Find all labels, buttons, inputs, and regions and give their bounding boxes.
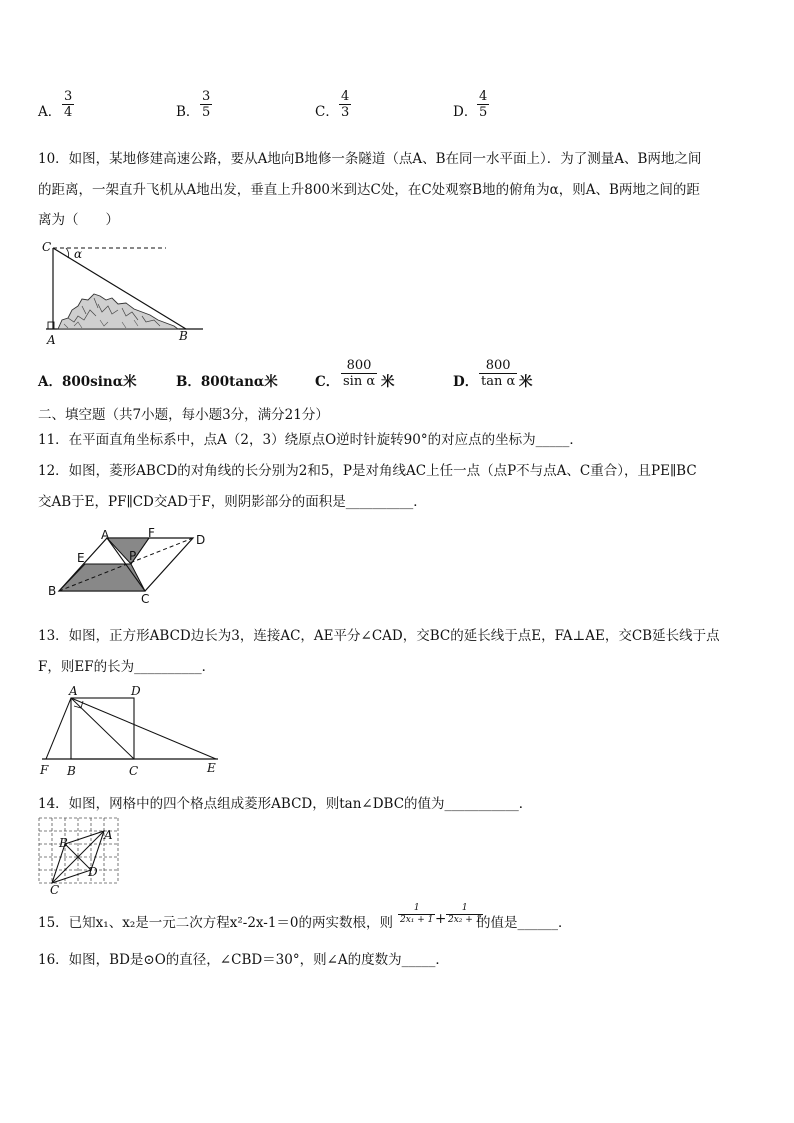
q10-option-d-fraction: 800 tan α xyxy=(481,358,516,389)
question-16: 16．如图，BD是⊙O的直径，∠CBD＝30°，则∠A的度数为_____． xyxy=(38,952,449,968)
q12-figure xyxy=(45,520,215,610)
q14-label-b: B xyxy=(59,836,68,850)
q12-line-1: 12．如图，菱形ABCD的对角线的长分别为2和5，P是对角线AC上任一点（点P不与点A、C重合），且PE∥BC xyxy=(38,463,697,479)
q10-label-a: A xyxy=(47,333,56,347)
q15-fraction-1: 1 2x₁ + 1 xyxy=(400,903,434,925)
q10-line-3: 离为（ ） xyxy=(38,212,119,228)
q10-line-1: 10．如图，某地修建高速公路，要从A地向B地修一条隧道（点A、B在同一水平面上）．为了测量A、B两地之间 xyxy=(38,151,702,167)
q12-label-p: P xyxy=(129,549,137,563)
q13-label-d: D xyxy=(131,684,141,698)
q10-option-b: B．800tanα米 xyxy=(176,374,278,390)
q14-label-d: D xyxy=(88,865,98,879)
q14-line-1: 14．如图，网格中的四个格点组成菱形ABCD，则tan∠DBC的值为___________． xyxy=(38,796,533,812)
q15-suffix: 的值是______． xyxy=(477,915,572,931)
q10-option-d-unit: 米 xyxy=(519,374,533,390)
q12-label-b: B xyxy=(48,584,57,598)
q10-label-alpha: α xyxy=(74,247,83,261)
section-2-heading: 二、填空题（共7小题，每小题3分，满分21分） xyxy=(38,407,329,423)
q15-fraction-2: 1 2x₂ + 1 xyxy=(448,903,482,925)
q13-line-2: F，则EF的长为__________． xyxy=(38,659,216,675)
q9-option-c-label: C． xyxy=(315,104,339,120)
q14-label-c: C xyxy=(50,883,60,897)
q12-label-d: D xyxy=(196,533,206,547)
q9-option-a-fraction: 3 4 xyxy=(64,89,73,120)
question-11: 11．在平面直角坐标系中，点A（2，3）绕原点O逆时针旋转90°的对应点的坐标为_____． xyxy=(38,432,583,448)
q12-line-2: 交AB于E，PF∥CD交AD于F，则阴影部分的面积是__________． xyxy=(38,494,427,510)
q13-label-a: A xyxy=(69,684,78,698)
q13-label-c: C xyxy=(129,764,139,778)
q10-label-c: C xyxy=(42,240,52,254)
q13-label-e: E xyxy=(207,761,216,775)
q9-option-b-label: B． xyxy=(176,104,200,120)
q9-option-d-label: D． xyxy=(453,104,478,120)
q12-label-c: C xyxy=(141,592,150,606)
q10-option-c-unit: 米 xyxy=(381,374,395,390)
q9-option-b-fraction: 3 5 xyxy=(202,89,211,120)
q10-option-a: A．800sinα米 xyxy=(38,374,137,390)
q10-option-c-label: C． xyxy=(315,374,340,390)
q9-option-d-fraction: 4 5 xyxy=(479,89,488,120)
q14-label-a: A xyxy=(104,828,113,842)
q13-figure xyxy=(40,692,220,762)
q10-line-2: 的距离，一架直升飞机从A地出发，垂直上升800米到达C处，在C处观察B地的俯角为α，则A、B两地之间的距 xyxy=(38,182,700,198)
q13-line-1: 13．如图，正方形ABCD边长为3，连接AC，AE平分∠CAD，交BC的延长线于点E，FA⊥AE，交CB延长线于点 xyxy=(38,628,720,644)
q10-option-d-label: D． xyxy=(453,374,479,390)
q12-label-a: A xyxy=(101,528,110,542)
q13-label-b: B xyxy=(67,764,76,778)
q10-option-c-fraction: 800 sin α xyxy=(343,358,376,389)
q9-option-c-fraction: 4 3 xyxy=(341,89,350,120)
q15-prefix: 15．已知x₁、x₂是一元二次方程x²-2x-1＝0的两实数根，则 xyxy=(38,915,394,931)
q10-label-b: B xyxy=(179,329,188,343)
q15-plus: + xyxy=(435,911,447,927)
q13-label-f: F xyxy=(40,763,49,777)
q12-label-f: F xyxy=(148,526,155,540)
q9-option-a-label: A． xyxy=(38,104,62,120)
q12-label-e: E xyxy=(77,551,85,565)
